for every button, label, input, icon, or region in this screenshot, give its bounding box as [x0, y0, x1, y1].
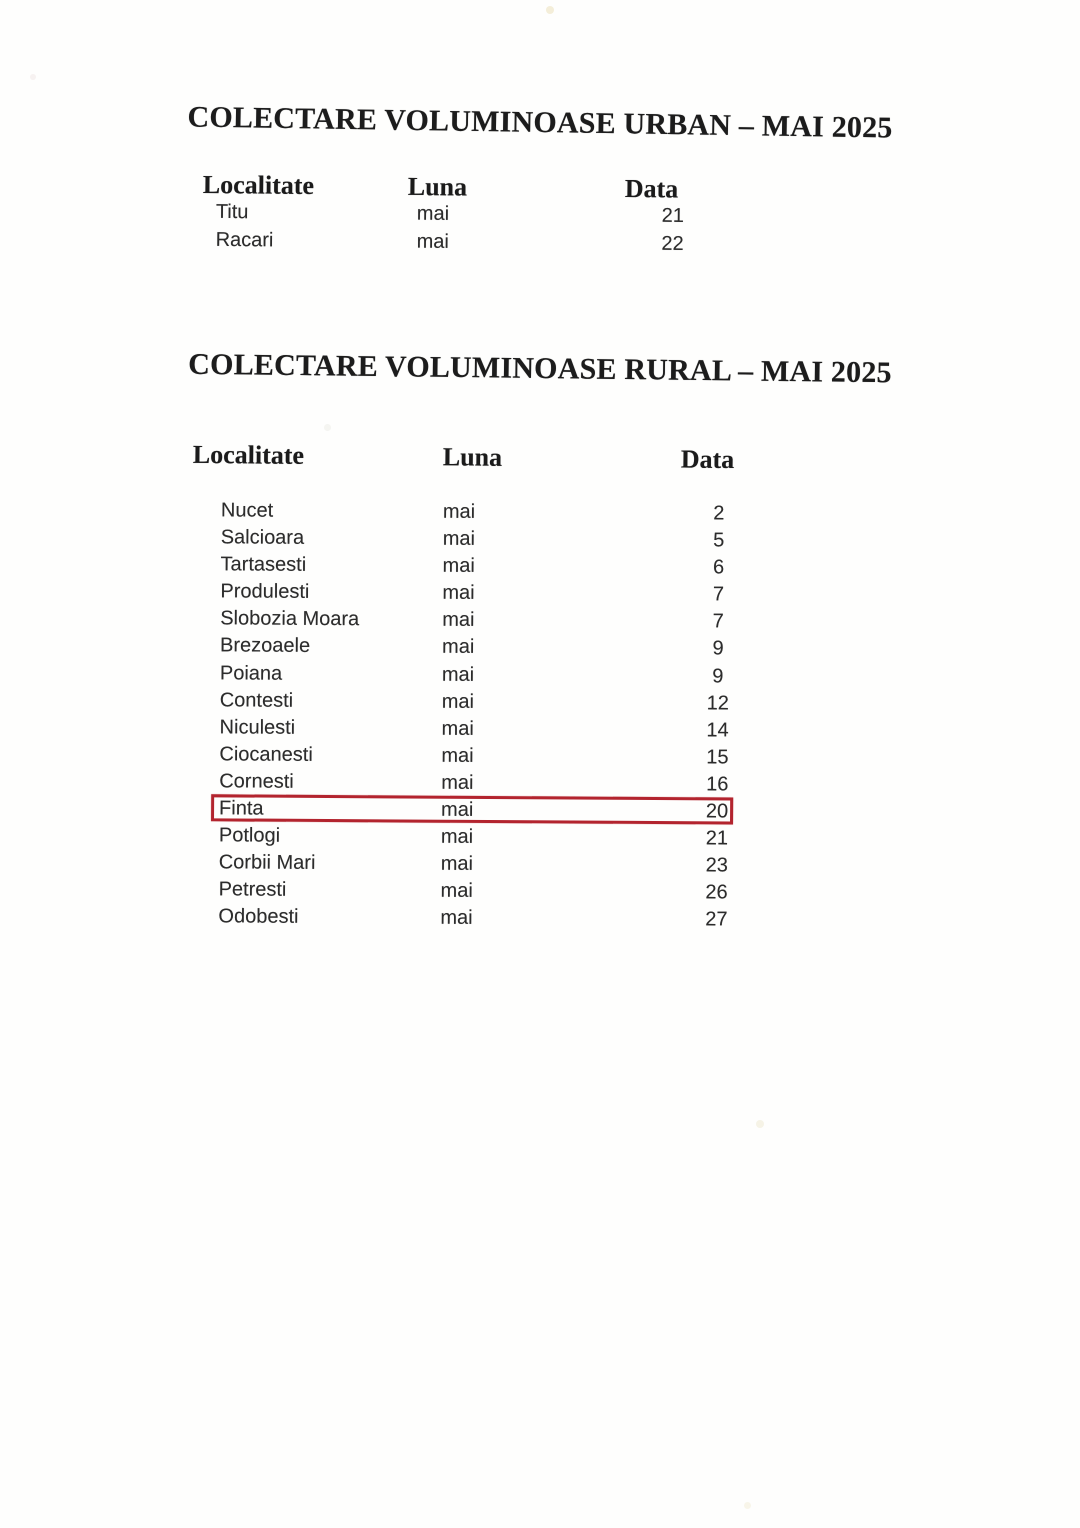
urban-header-luna: Luna	[407, 171, 468, 202]
data-cell: 14	[706, 719, 729, 742]
data-cell: 7	[712, 583, 725, 606]
scan-speckle	[546, 6, 554, 14]
luna-cell: mai	[440, 852, 474, 876]
data-cell: 16	[706, 773, 729, 796]
luna-cell: mai	[441, 663, 475, 686]
localitate-cell: Finta	[219, 797, 264, 820]
data-cell: 5	[713, 529, 725, 552]
localitate-cell: Contesti	[219, 689, 294, 712]
luna-cell: mai	[442, 609, 475, 632]
luna-cell: mai	[441, 798, 474, 821]
urban-table-rows	[0, 196, 1080, 261]
localitate-cell: Ciocanesti	[219, 743, 313, 766]
luna-cell: mai	[440, 825, 474, 849]
luna-cell: mai	[442, 554, 475, 578]
rural-header-data: Data	[680, 444, 735, 475]
localitate-cell: Corbii Mari	[218, 851, 316, 875]
data-cell: 9	[712, 664, 724, 687]
data-cell: 22	[661, 232, 684, 255]
luna-cell: mai	[416, 230, 449, 253]
localitate-cell: Salcioara	[220, 526, 305, 549]
data-cell: 27	[705, 908, 728, 931]
data-cell: 9	[712, 637, 724, 660]
scan-speckle	[30, 74, 36, 80]
urban-table-title: COLECTARE VOLUMINOASE URBAN – MAI 2025	[187, 100, 893, 145]
luna-cell: mai	[442, 581, 475, 605]
scan-speckle	[324, 424, 331, 431]
localitate-cell: Niculesti	[219, 716, 296, 739]
luna-cell: mai	[440, 907, 473, 930]
luna-cell: mai	[440, 880, 473, 903]
data-cell: 26	[705, 881, 728, 904]
data-cell: 15	[706, 746, 729, 769]
data-cell: 7	[712, 610, 724, 633]
scan-speckle	[756, 1120, 764, 1128]
luna-cell: mai	[442, 527, 476, 550]
localitate-cell: Brezoaele	[220, 634, 311, 658]
urban-header-data: Data	[624, 173, 679, 204]
localitate-cell: Poiana	[219, 661, 283, 685]
luna-cell: mai	[441, 690, 475, 713]
luna-cell: mai	[416, 202, 450, 225]
luna-cell: mai	[441, 744, 474, 767]
rural-table-rows	[0, 496, 1080, 936]
data-cell: 21	[705, 827, 729, 850]
urban-header-localitate: Localitate	[202, 169, 315, 201]
localitate-cell: Potlogi	[218, 824, 281, 847]
localitate-cell: Odobesti	[218, 905, 299, 929]
localitate-cell: Nucet	[220, 499, 274, 522]
luna-cell: mai	[442, 636, 475, 659]
localitate-cell: Slobozia Moara	[220, 607, 360, 631]
rural-table-header	[0, 438, 1080, 480]
rural-header-localitate: Localitate	[192, 439, 305, 470]
data-cell: 2	[713, 502, 725, 525]
data-cell: 20	[705, 800, 729, 823]
rural-table-title: COLECTARE VOLUMINOASE RURAL – MAI 2025	[188, 347, 892, 390]
localitate-cell: Titu	[215, 200, 249, 224]
table-row	[0, 902, 1077, 936]
data-cell: 6	[712, 556, 725, 579]
localitate-cell: Racari	[215, 228, 274, 252]
luna-cell: mai	[441, 771, 474, 794]
localitate-cell: Cornesti	[219, 770, 294, 793]
luna-cell: mai	[441, 717, 474, 740]
localitate-cell: Tartasesti	[220, 553, 307, 577]
localitate-cell: Produlesti	[220, 580, 310, 604]
rural-header-luna: Luna	[442, 442, 503, 472]
scan-speckle	[744, 1502, 751, 1509]
data-cell: 23	[705, 854, 728, 877]
localitate-cell: Petresti	[218, 878, 287, 902]
data-cell: 12	[706, 691, 729, 715]
data-cell: 21	[661, 204, 685, 227]
luna-cell: mai	[442, 500, 476, 523]
